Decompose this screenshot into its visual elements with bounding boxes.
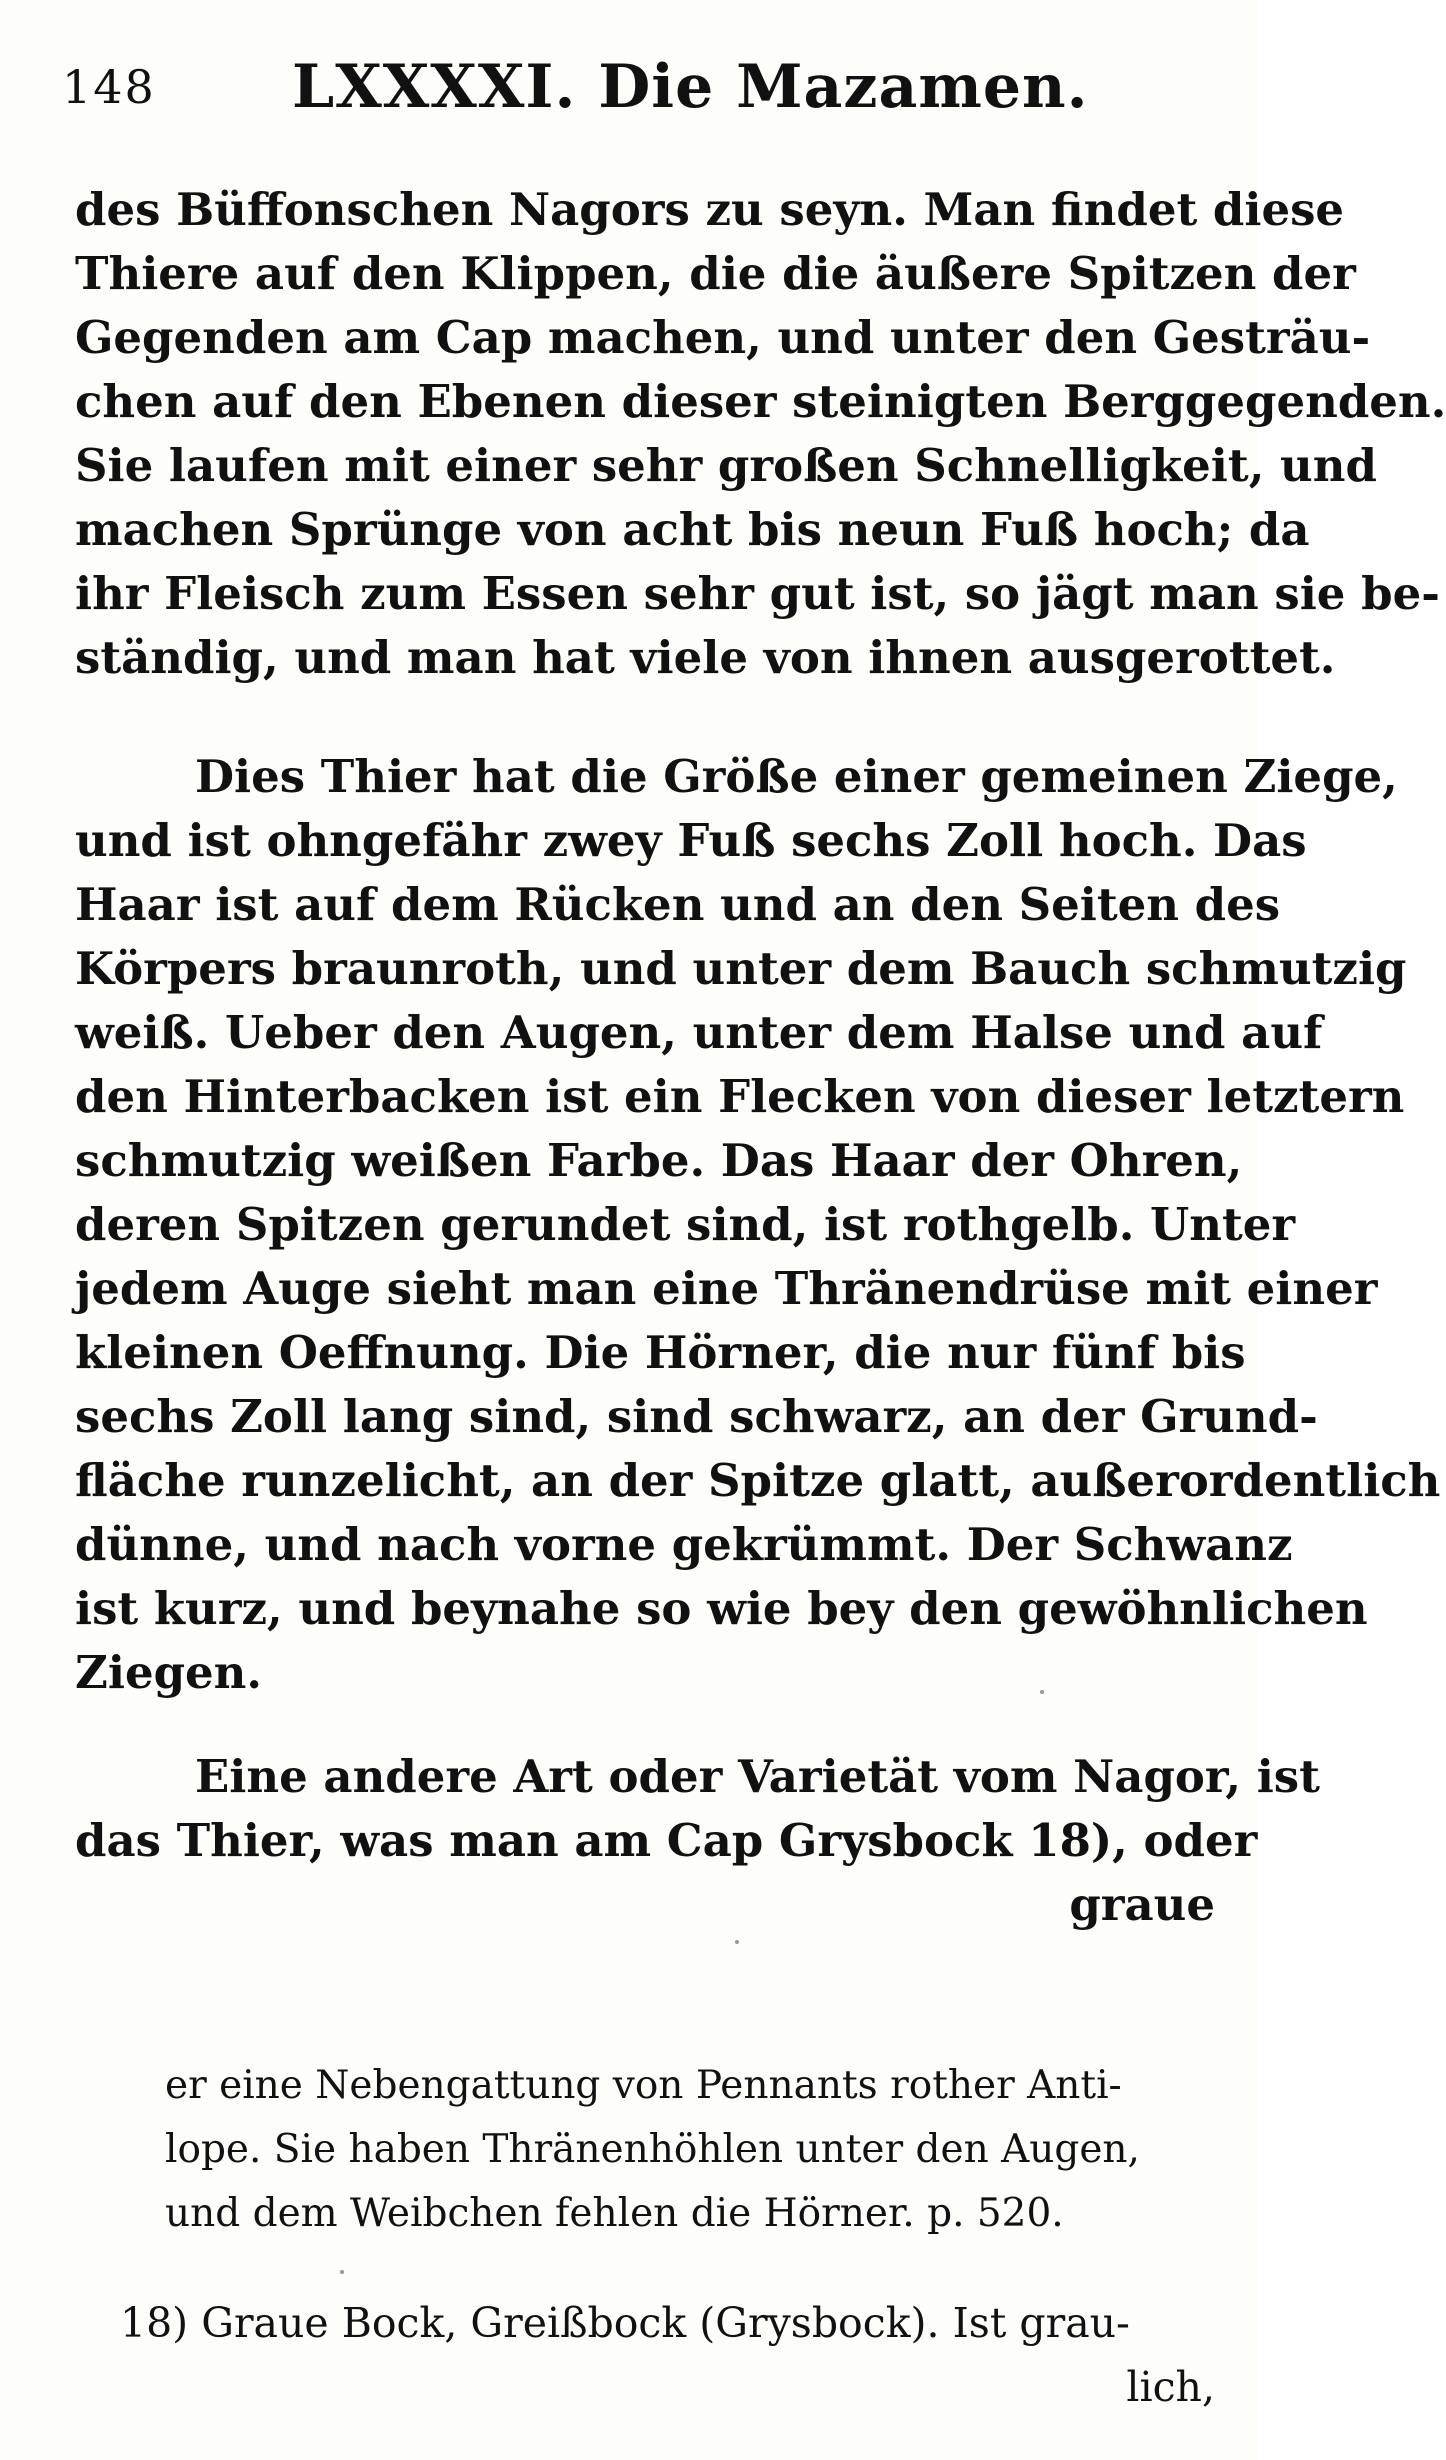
footnote-line: und dem Weibchen fehlen die Hörner. p. 520. xyxy=(165,2191,1064,2236)
text-line: schmutzig weißen Farbe. Das Haar der Ohren, xyxy=(75,1134,1243,1187)
text-line: Sie laufen mit einer sehr großen Schnelligkeit, und xyxy=(75,439,1377,492)
text-line: Körpers braunroth, und unter dem Bauch schmutzig xyxy=(75,942,1407,995)
text-line: Haar ist auf dem Rücken und an den Seiten des xyxy=(75,878,1281,931)
chapter-title: LXXXXI. Die Mazamen. xyxy=(292,52,1089,122)
paper-speck xyxy=(340,2270,344,2274)
footnote-line: lope. Sie haben Thränenhöhlen unter den Augen, xyxy=(165,2127,1140,2172)
text-line: weiß. Ueber den Augen, unter dem Halse und auf xyxy=(75,1006,1323,1059)
text-line: Eine andere Art oder Varietät vom Nagor, ist xyxy=(195,1750,1320,1803)
text-line: ist kurz, und beynahe so wie bey den gewöhnlichen xyxy=(75,1582,1368,1635)
footnote-line: er eine Nebengattung von Pennants rother Anti- xyxy=(165,2063,1122,2108)
text-line: fläche runzelicht, an der Spitze glatt, außerordentlich xyxy=(75,1454,1441,1507)
catchword: graue xyxy=(1069,1878,1215,1931)
text-line: kleinen Oeffnung. Die Hörner, die nur fünf bis xyxy=(75,1326,1246,1379)
text-line: jedem Auge sieht man eine Thränendrüse mit einer xyxy=(75,1262,1378,1315)
text-line: des Büffonschen Nagors zu seyn. Man findet diese xyxy=(75,183,1345,236)
footnote-continuation xyxy=(165,2058,1215,2250)
text-line: den Hinterbacken ist ein Flecken von dieser letztern xyxy=(75,1070,1405,1123)
text-line: das Thier, was man am Cap Grysbock 18), oder xyxy=(75,1814,1258,1867)
page-number: 148 xyxy=(62,60,156,114)
paper-speck xyxy=(735,1940,739,1944)
text-line: Gegenden am Cap machen, und unter den Gesträu- xyxy=(75,311,1371,364)
text-line: ständig, und man hat viele von ihnen ausgerottet. xyxy=(75,631,1336,684)
text-line: Thiere auf den Klippen, die die äußere Spitzen der xyxy=(75,247,1356,300)
text-line: ihr Fleisch zum Essen sehr gut ist, so jägt man sie be- xyxy=(75,567,1440,620)
paragraph-3 xyxy=(75,1745,1320,1937)
footnote-18 xyxy=(120,2295,1215,2423)
text-line: und ist ohngefähr zwey Fuß sechs Zoll hoch. Das xyxy=(75,814,1307,867)
footnote-catchword: lich, xyxy=(1126,2363,1215,2411)
paragraph-1 xyxy=(75,178,1446,690)
text-line: Ziegen. xyxy=(75,1646,263,1699)
text-line: Dies Thier hat die Größe einer gemeinen Ziege, xyxy=(195,750,1398,803)
text-line: dünne, und nach vorne gekrümmt. Der Schwanz xyxy=(75,1518,1293,1571)
paper-speck xyxy=(1040,1690,1044,1694)
paragraph-2 xyxy=(75,745,1441,1705)
footnote-line: 18) Graue Bock, Greißbock (Grysbock). Ist grau- xyxy=(120,2299,1130,2347)
text-line: machen Sprünge von acht bis neun Fuß hoch; da xyxy=(75,503,1310,556)
text-line: sechs Zoll lang sind, sind schwarz, an der Grund- xyxy=(75,1390,1318,1443)
text-line: deren Spitzen gerundet sind, ist rothgelb. Unter xyxy=(75,1198,1296,1251)
text-line: chen auf den Ebenen dieser steinigten Berggegenden. xyxy=(75,375,1446,428)
running-head xyxy=(62,52,1222,132)
